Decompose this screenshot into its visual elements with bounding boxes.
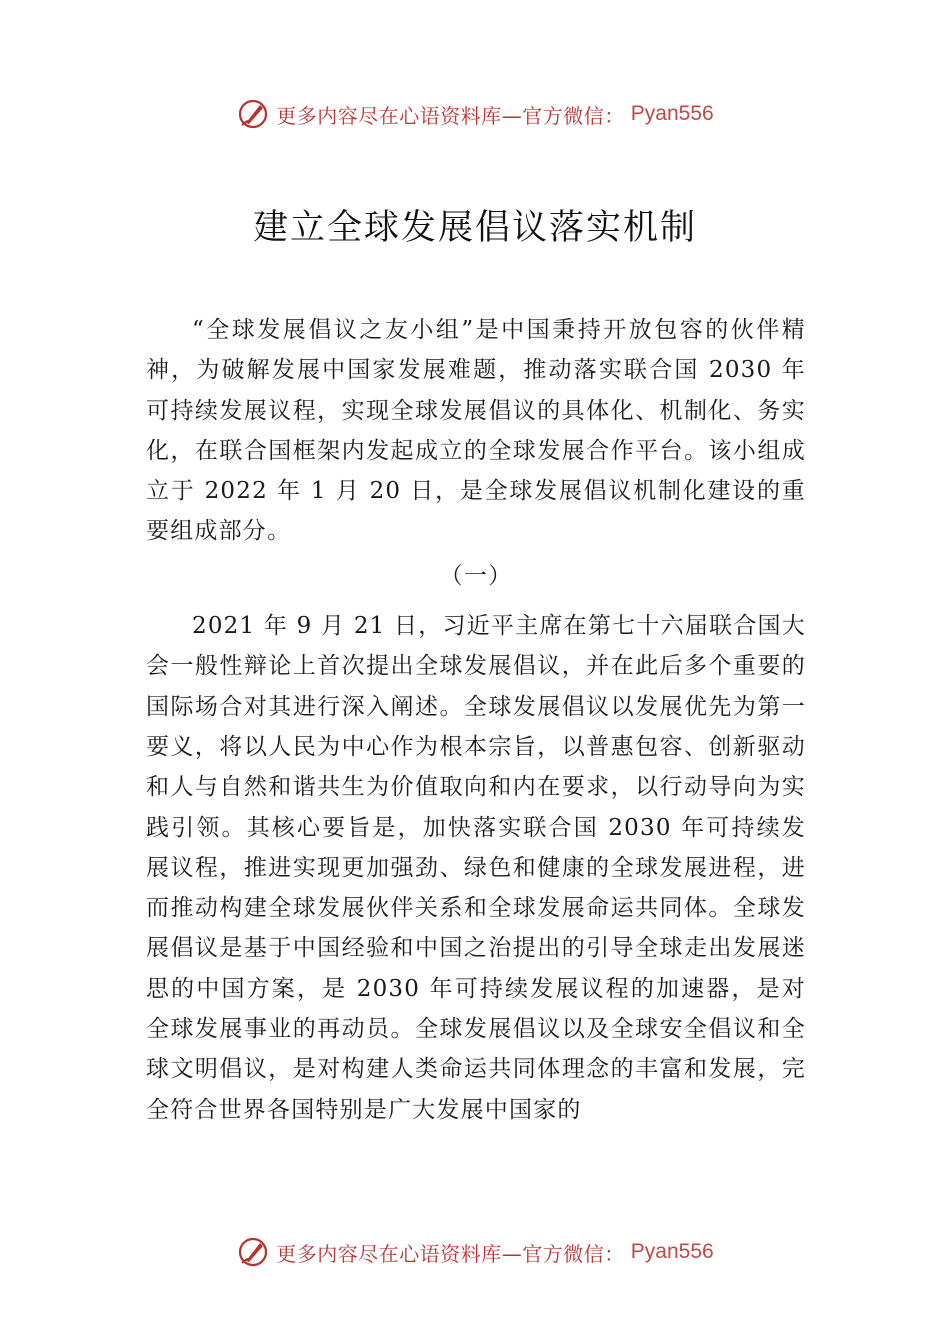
- footer-watermark: [0, 1232, 950, 1272]
- section-heading: （一）: [439, 562, 513, 589]
- paragraph: “全球发展倡议之友小组”是中国秉持开放包容的伙伴精神，为破解发展中国家发展难题，推动落实联合国 2030 年可持续发展议程，实现全球发展倡议的具体化、机制化、务实化，在联合国框架内发起成立的全球发展合作平台。该小组成立于 2022 年 1 月 20 日，是全球发展倡议机制化建设的重要组成部分。: [146, 317, 806, 545]
- quill-logo-icon: [236, 97, 270, 131]
- wechat-id: Pyan556: [630, 1240, 714, 1263]
- watermark-text: 更多内容尽在心语资料库—官方微信：: [276, 103, 625, 128]
- watermark-text: 更多内容尽在心语资料库—官方微信：: [276, 1241, 625, 1266]
- document-body: [146, 310, 806, 1130]
- header-watermark: [0, 94, 950, 134]
- quill-logo-icon: [236, 1235, 270, 1269]
- paragraph: 2021 年 9 月 21 日，习近平主席在第七十六届联合国大会一般性辩论上首次提出全球发展倡议，并在此后多个重要的国际场合对其进行深入阐述。全球发展倡议以发展优先为第一要义，将以人民为中心作为根本宗旨，以普惠包容、创新驱动和人与自然和谐共生为价值取向和内在要求，以行动导向为实践引领。其核心要旨是，加快落实联合国 2030 年可持续发展议程，推进实现更加强劲、绿色和健康的全球发展进程，进而推动构建全球发展伙伴关系和全球发展命运共同体。全球发展倡议是基于中国经验和中国之治提出的引导全球走出发展迷思的中国方案，是 2030 年可持续发展议程的加速器，是对全球发展事业的再动员。全球发展倡议以及全球安全倡议和全球文明倡议，是对构建人类命运共同体理念的丰富和发展，完全符合世界各国特别是广大发展中国家的: [146, 613, 806, 1123]
- document-title: 建立全球发展倡议落实机制: [252, 208, 697, 248]
- wechat-id: Pyan556: [630, 102, 714, 125]
